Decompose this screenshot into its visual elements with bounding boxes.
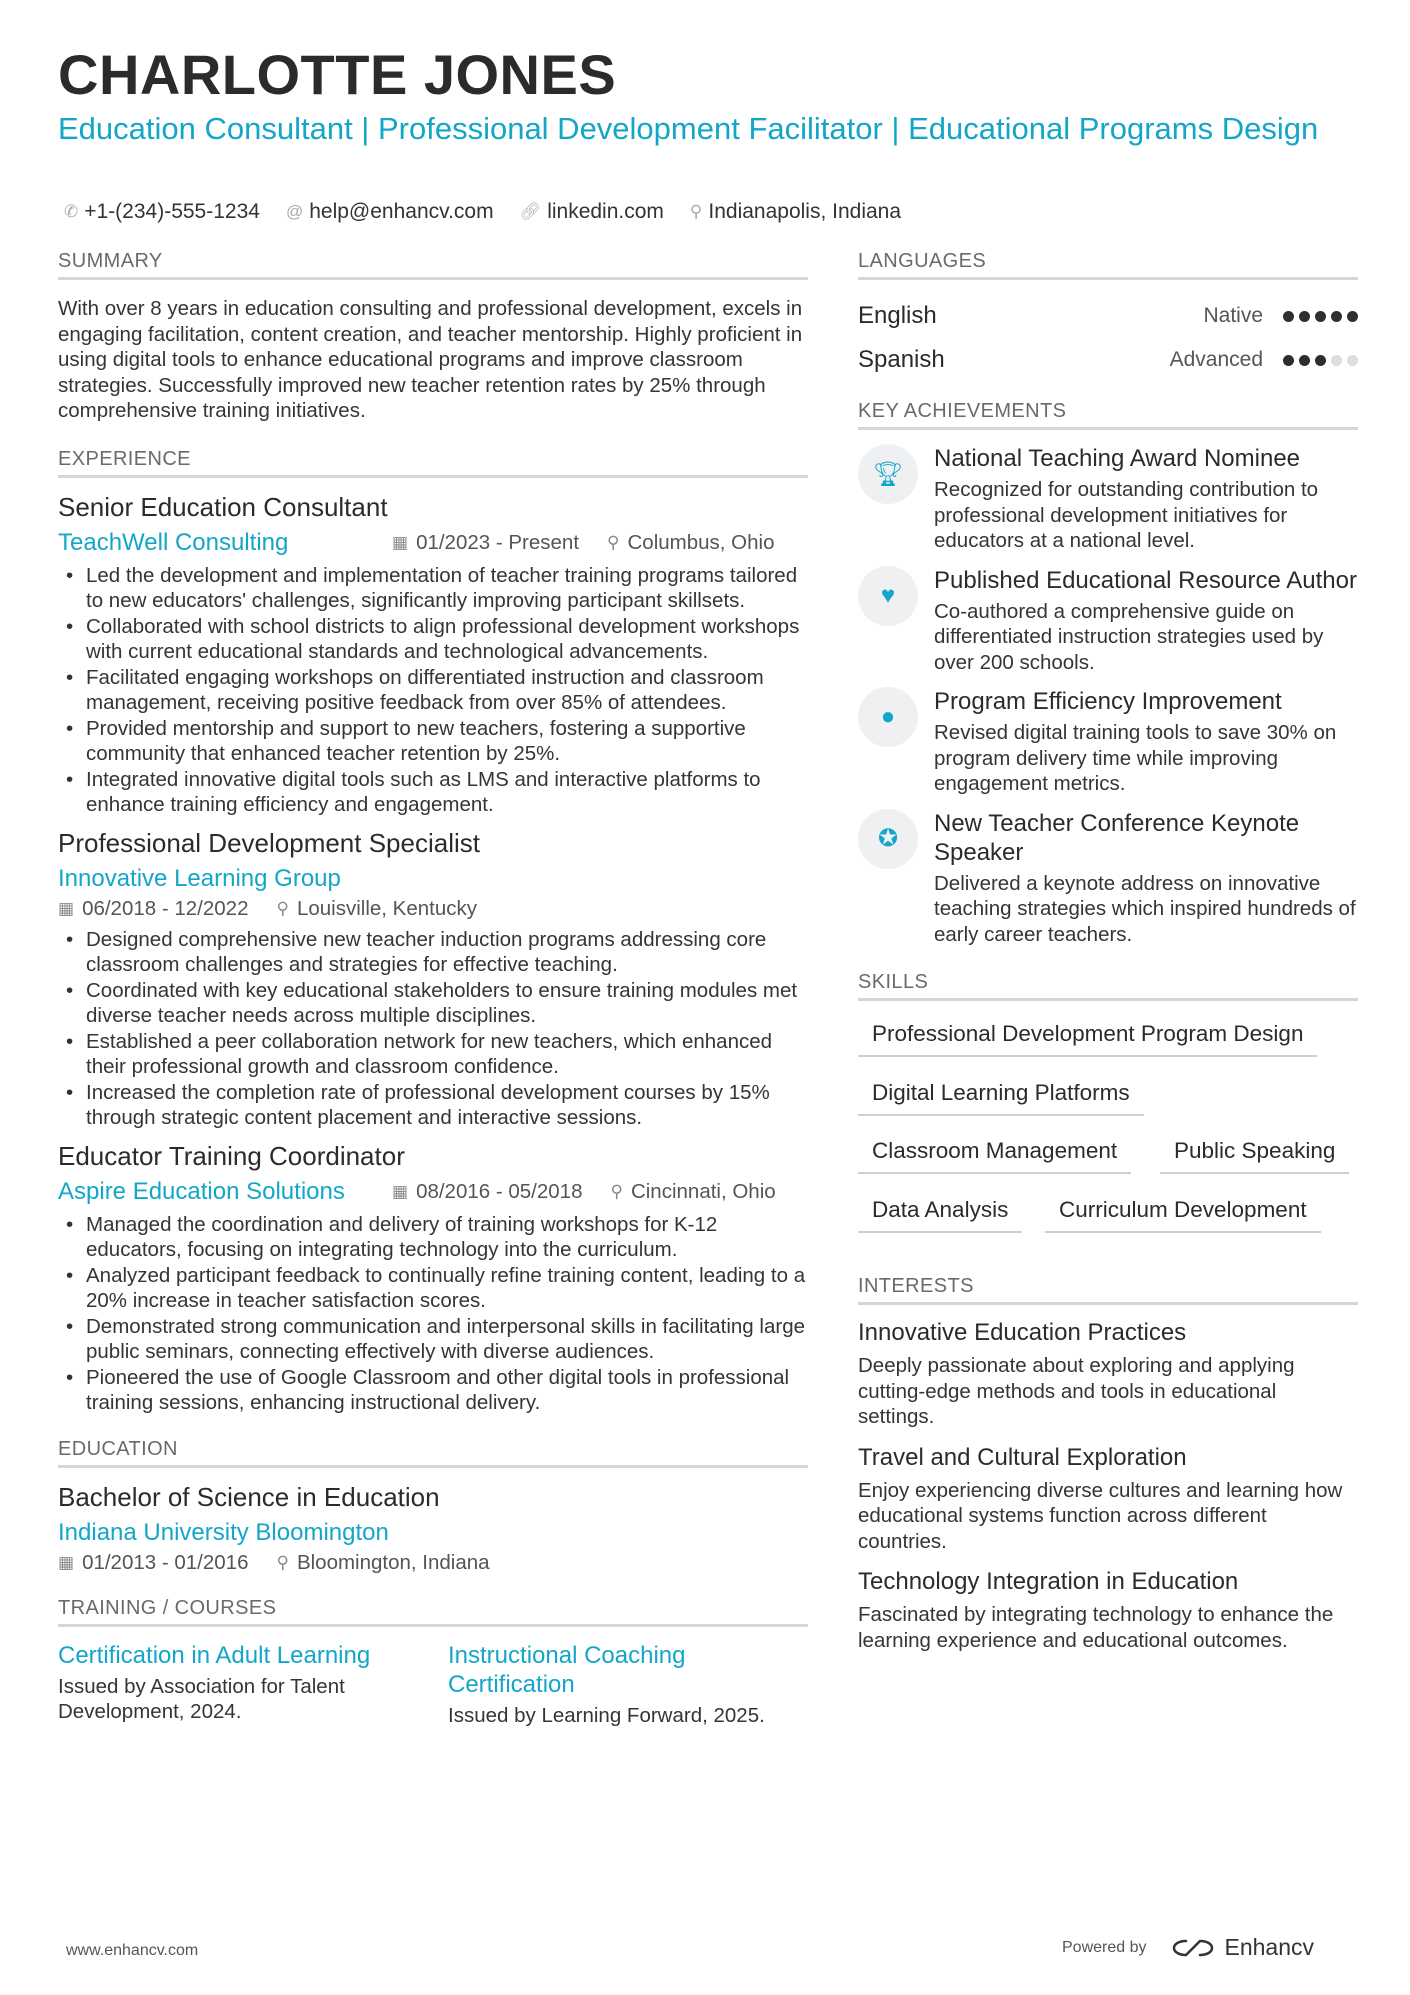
training-issuer: Issued by Association for Talent Development, 2024.	[58, 1674, 345, 1723]
training-list	[58, 1641, 808, 1729]
experience-heading: EXPERIENCE	[58, 448, 808, 478]
rating-dot-filled	[1331, 311, 1342, 322]
achievement-title: New Teacher Conference Keynote Speaker	[934, 809, 1300, 866]
location-pin-icon: ⚲	[610, 1181, 623, 1201]
lightbulb-icon: ●	[858, 687, 918, 747]
footer-website[interactable]: www.enhancv.com	[66, 1942, 199, 1959]
candidate-title: Education Consultant | Professional Development Facilitator | Educational Programs Design	[58, 111, 1319, 146]
brand-name: Enhancv	[1224, 1934, 1315, 1960]
training-item	[58, 1641, 448, 1729]
location-pin-icon: ⚲	[276, 898, 289, 918]
location-pin-icon: ⚲	[276, 1552, 289, 1572]
achievement-desc: Recognized for outstanding contribution to professional development initiatives for educators at a national level.	[934, 478, 1319, 552]
job-location-text: Louisville, Kentucky	[296, 896, 477, 920]
powered-by-label: Powered by	[1062, 1938, 1147, 1956]
rating-dot-filled	[1283, 311, 1294, 322]
linkedin-text[interactable]: linkedin.com	[547, 200, 664, 223]
job-dates	[58, 897, 249, 921]
education-location	[277, 1551, 490, 1575]
job-location	[277, 897, 478, 921]
language-item	[858, 294, 1358, 338]
job-company: Innovative Learning Group	[58, 864, 341, 892]
education-entry	[58, 1482, 808, 1575]
contact-phone	[64, 200, 260, 224]
rating-dot-filled	[1315, 355, 1326, 366]
location-text: Indianapolis, Indiana	[708, 200, 902, 223]
rating-dot-filled	[1283, 355, 1294, 366]
phone-text: +1-(234)-555-1234	[84, 200, 260, 223]
interest-desc: Enjoy experiencing diverse cultures and learning how educational systems function across different countries.	[858, 1478, 1343, 1553]
job-bullet: • Increased the completion rate of professional development courses by 15% through strategic content placement and interactive sessions.	[58, 1080, 808, 1131]
job-location-text: Columbus, Ohio	[627, 530, 775, 554]
job-entry	[58, 828, 808, 1131]
job-bullet: • Analyzed participant feedback to continually refine training content, leading to a 20% increase in teacher satisfaction scores.	[58, 1263, 808, 1314]
job-bullet: • Facilitated engaging workshops on differentiated instruction and classroom management, receiving positive feedback from over 85% of attendees.	[58, 665, 808, 716]
skills-list	[858, 1001, 1358, 1251]
job-dates-text: 01/2023 - Present	[416, 530, 580, 554]
trophy-icon: 🏆︎	[858, 444, 918, 504]
training-issuer: Issued by Learning Forward, 2025.	[448, 1703, 765, 1727]
contact-email[interactable]	[286, 200, 494, 224]
job-role: Educator Training Coordinator	[58, 1140, 405, 1171]
education-dates-text: 01/2013 - 01/2016	[82, 1550, 249, 1574]
location-pin-icon: ⚲	[689, 202, 703, 221]
language-name: Spanish	[858, 346, 945, 373]
job-role: Professional Development Specialist	[58, 827, 480, 858]
link-icon: 🔗︎	[519, 202, 542, 221]
skill-tag: Public Speaking	[1160, 1138, 1349, 1174]
education-dates	[58, 1551, 249, 1575]
skill-tag: Professional Development Program Design	[858, 1021, 1317, 1057]
footer-branding	[1062, 1934, 1314, 1961]
calendar-icon: ▦	[392, 532, 409, 552]
education-location-text: Bloomington, Indiana	[296, 1550, 490, 1574]
training-title: Certification in Adult Learning	[58, 1641, 371, 1669]
job-bullet: • Integrated innovative digital tools such as LMS and interactive platforms to enhance training efficiency and engagement.	[58, 767, 808, 818]
calendar-icon: ▦	[58, 1552, 75, 1572]
interest-title: Innovative Education Practices	[858, 1319, 1187, 1346]
calendar-icon: ▦	[392, 1181, 409, 1201]
achievement-item	[858, 444, 1358, 554]
interest-title: Technology Integration in Education	[858, 1568, 1239, 1595]
job-bullet: • Provided mentorship and support to new teachers, fostering a supportive community that enhanced teacher retention by 25%.	[58, 716, 808, 767]
education-heading: EDUCATION	[58, 1438, 808, 1468]
job-bullet: • Pioneered the use of Google Classroom and other digital tools in professional training sessions, enhancing instructional delivery.	[58, 1365, 808, 1416]
language-name: English	[858, 302, 937, 329]
contact-bar	[64, 200, 901, 224]
skills-heading: SKILLS	[858, 971, 1358, 1001]
language-level: Native	[1203, 304, 1263, 327]
achievement-item	[858, 566, 1358, 676]
rating-dot-empty	[1331, 355, 1342, 366]
contact-linkedin[interactable]	[520, 200, 664, 224]
location-pin-icon: ⚲	[607, 532, 620, 552]
job-location	[607, 531, 774, 555]
languages-list	[858, 294, 1358, 382]
training-heading: TRAINING / COURSES	[58, 1597, 808, 1627]
summary-text: With over 8 years in education consulting and professional development, excels in engaging facilitation, content creation, and teacher mentorship. Highly proficient in using digital tools to enhance educational programs and improve classroom strategies. Successfully improved new teacher retention rates by 25% through comprehensive training initiatives.	[58, 297, 803, 422]
interests-heading: INTERESTS	[858, 1275, 1358, 1305]
interests-list	[858, 1319, 1358, 1653]
rating-dot-filled	[1299, 311, 1310, 322]
job-bullet: • Collaborated with school districts to align professional development workshops with current educational standards and technological advancements.	[58, 614, 808, 665]
award-icon: ✪	[858, 809, 918, 869]
interest-item	[858, 1319, 1358, 1430]
at-icon: @	[285, 202, 304, 221]
enhancv-logo-icon	[1171, 1937, 1215, 1959]
achievement-item	[858, 687, 1358, 797]
job-location-text: Cincinnati, Ohio	[630, 1179, 776, 1203]
rating-dot-empty	[1347, 355, 1358, 366]
job-entry	[58, 1141, 808, 1416]
interest-desc: Deeply passionate about exploring and applying cutting-edge methods and tools in educational settings.	[858, 1354, 1295, 1428]
left-column	[58, 250, 808, 1728]
job-bullet: • Established a peer collaboration network for new teachers, which enhanced their professional growth and classroom confidence.	[58, 1029, 808, 1080]
rating-dot-filled	[1299, 355, 1310, 366]
interest-desc: Fascinated by integrating technology to enhance the learning experience and educational outcomes.	[858, 1603, 1334, 1652]
skill-tag: Data Analysis	[858, 1197, 1022, 1233]
skill-tag: Curriculum Development	[1045, 1197, 1321, 1233]
summary-heading: SUMMARY	[58, 250, 808, 280]
phone-icon: ✆	[64, 202, 79, 221]
job-entry	[58, 492, 808, 818]
job-dates-text: 06/2018 - 12/2022	[82, 896, 249, 920]
languages-heading: LANGUAGES	[858, 250, 1358, 280]
rating-dot-filled	[1315, 311, 1326, 322]
right-column	[858, 250, 1358, 1653]
achievement-title: Program Efficiency Improvement	[934, 688, 1282, 715]
skill-tag: Classroom Management	[858, 1138, 1131, 1174]
email-text[interactable]: help@enhancv.com	[309, 200, 494, 223]
training-item	[448, 1641, 808, 1729]
job-dates-text: 08/2016 - 05/2018	[416, 1179, 583, 1203]
language-rating	[1283, 311, 1358, 322]
job-bullet: • Led the development and implementation of teacher training programs tailored to new educators' challenges, significantly improving participant skillsets.	[58, 563, 808, 614]
language-rating	[1283, 355, 1358, 366]
job-bullet: • Managed the coordination and delivery of training workshops for K-12 educators, focusing on integrating technology into the curriculum.	[58, 1212, 808, 1263]
achievements-list	[858, 444, 1358, 947]
achievement-desc: Delivered a keynote address on innovative teaching strategies which inspired hundreds of early career teachers.	[934, 871, 1356, 946]
job-dates	[392, 531, 579, 555]
rating-dot-filled	[1347, 311, 1358, 322]
interest-title: Travel and Cultural Exploration	[858, 1443, 1187, 1471]
training-title: Instructional Coaching Certification	[448, 1641, 686, 1698]
job-role: Senior Education Consultant	[58, 491, 388, 522]
interest-item	[858, 1444, 1358, 1555]
contact-location	[690, 200, 901, 224]
achievement-desc: Revised digital training tools to save 30% on program delivery time while improving engagement metrics.	[934, 721, 1337, 795]
job-bullet: • Coordinated with key educational stakeholders to ensure training modules met diverse teacher needs across multiple disciplines.	[58, 978, 808, 1029]
degree: Bachelor of Science in Education	[58, 1481, 440, 1512]
achievement-desc: Co-authored a comprehensive guide on differentiated instruction strategies used by over 200 schools.	[934, 599, 1324, 674]
candidate-name: CHARLOTTE JONES	[58, 43, 617, 106]
heart-icon: ♥	[858, 566, 918, 626]
job-dates	[392, 1180, 583, 1204]
job-company: Aspire Education Solutions	[58, 1177, 345, 1205]
language-level: Advanced	[1169, 348, 1263, 371]
school: Indiana University Bloomington	[58, 1518, 389, 1546]
interest-item	[858, 1568, 1358, 1653]
job-location	[611, 1180, 776, 1204]
job-company: TeachWell Consulting	[58, 528, 289, 556]
job-bullet: • Demonstrated strong communication and interpersonal skills in facilitating large public seminars, connecting effectively with diverse audiences.	[58, 1314, 808, 1365]
achievement-item	[858, 809, 1358, 948]
language-item	[858, 338, 1358, 382]
achievements-heading: KEY ACHIEVEMENTS	[858, 400, 1358, 430]
achievement-title: National Teaching Award Nominee	[934, 445, 1301, 472]
calendar-icon: ▦	[58, 898, 75, 918]
job-bullet: • Designed comprehensive new teacher induction programs addressing core classroom challenges and strategies for effective teaching.	[58, 927, 808, 978]
achievement-title: Published Educational Resource Author	[934, 566, 1357, 594]
skill-tag: Digital Learning Platforms	[858, 1080, 1144, 1116]
brand-logo[interactable]	[1171, 1934, 1315, 1961]
